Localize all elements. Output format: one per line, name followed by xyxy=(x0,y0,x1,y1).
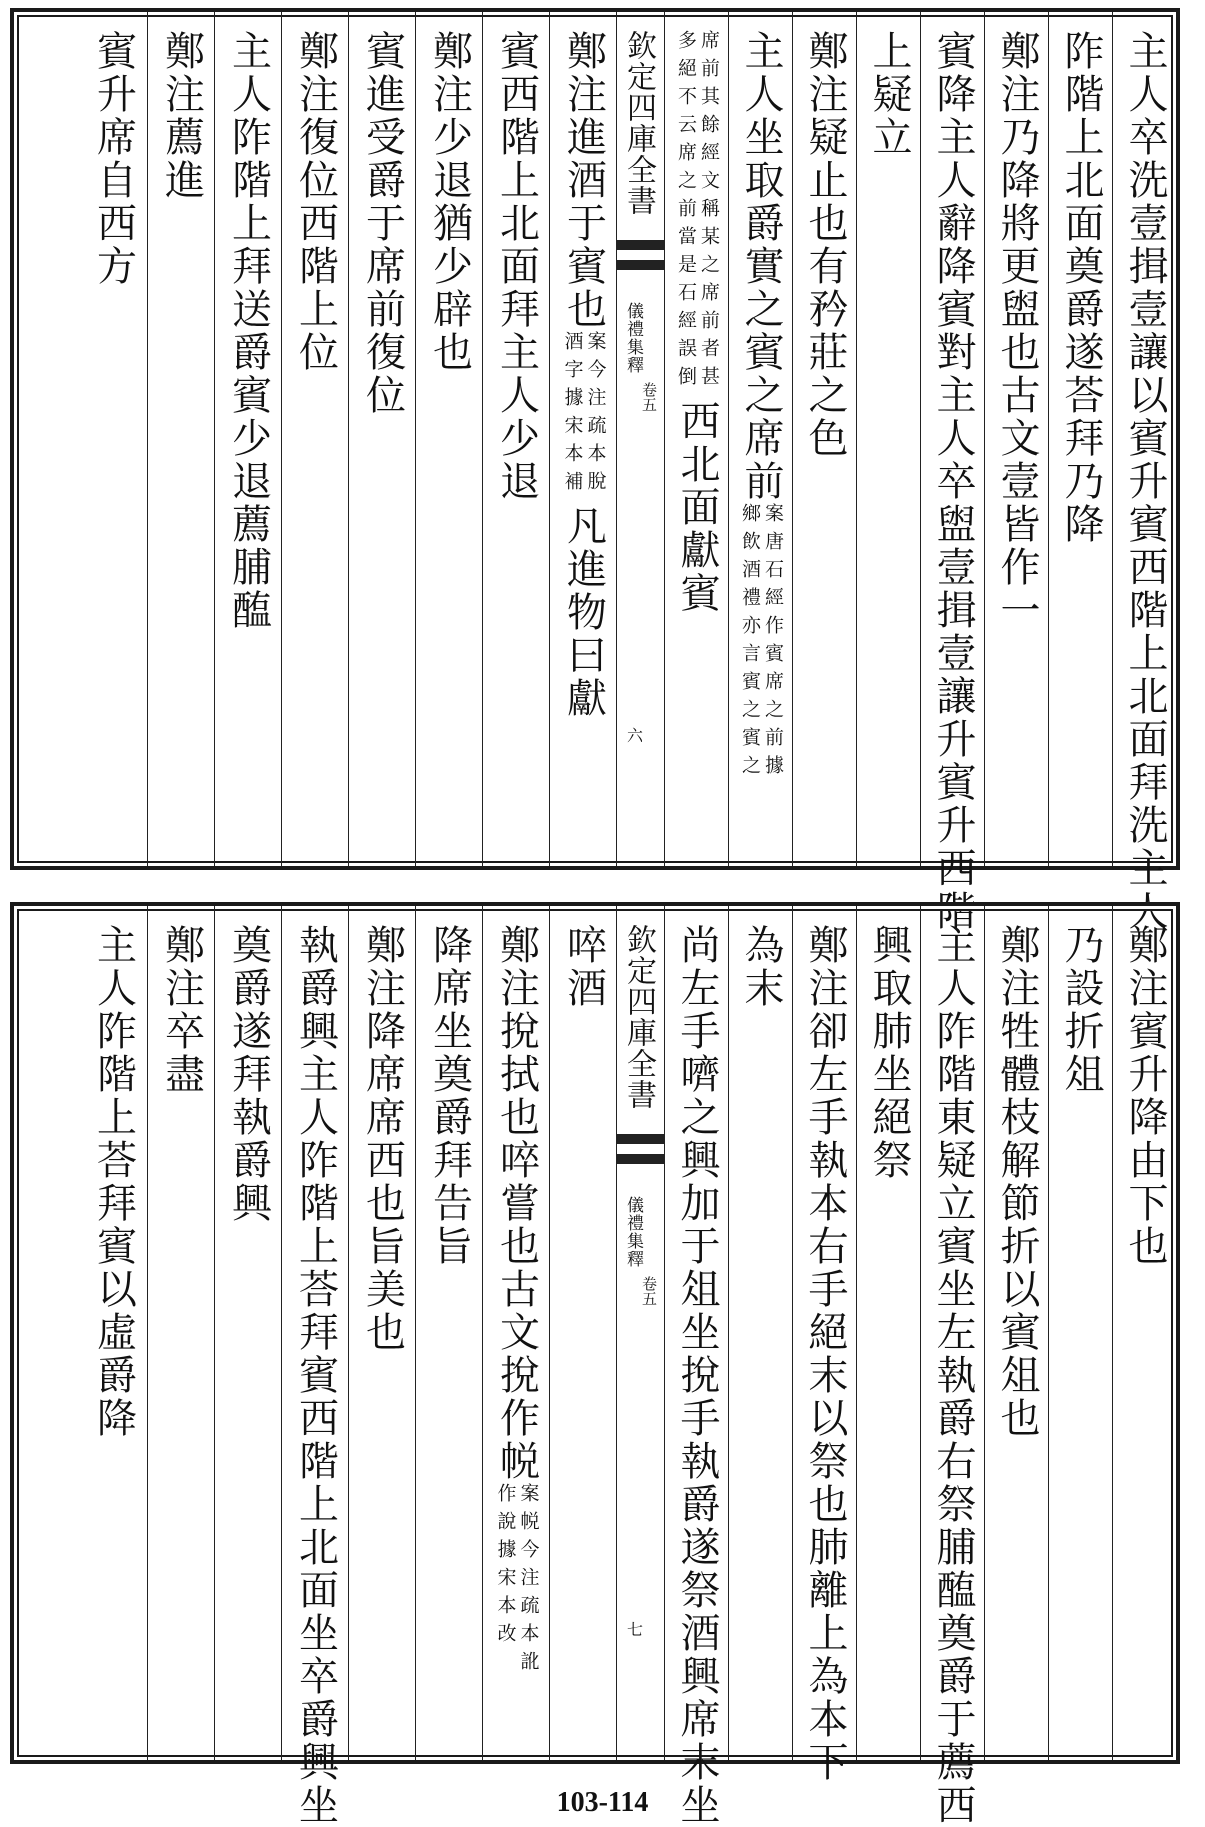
column-text: 賓升席自西方 xyxy=(90,30,137,288)
center-band xyxy=(616,906,664,1760)
column-text: 興取肺坐絕祭 xyxy=(866,924,912,1182)
text-column xyxy=(728,906,792,1760)
commentary-note xyxy=(740,503,782,783)
note-line: 鄉飲酒禮亦言賓之賓之 xyxy=(739,503,761,783)
commentary-note xyxy=(496,1483,538,1679)
upper-page-frame xyxy=(10,8,1180,933)
column-text: 主人阼階東疑立賓坐左執爵右祭脯醢奠爵于薦西 xyxy=(930,924,976,1827)
column-text: 阼階上北面奠爵遂荅拜乃降 xyxy=(1058,30,1104,546)
text-column xyxy=(549,906,616,1760)
text-column xyxy=(214,12,281,866)
column-text: 鄭注疑止也有矜莊之色 xyxy=(802,30,848,460)
note-line: 案唐石經作賓席之前據 xyxy=(762,503,784,783)
fishtail-mark xyxy=(617,1134,664,1164)
text-column xyxy=(792,12,856,866)
column-text: 鄭注進酒于賓也 xyxy=(560,30,607,331)
text-column xyxy=(482,906,549,1760)
text-column xyxy=(482,12,549,866)
column-text: 尚左手嚌之興加于俎坐挩手執爵遂祭酒興席末坐 xyxy=(674,924,720,1827)
center-band xyxy=(616,12,664,866)
column-text: 鄭注牲體枝解節折以賓俎也 xyxy=(994,924,1040,1440)
column-text: 鄭注薦進 xyxy=(158,30,205,202)
commentary-note xyxy=(563,331,605,499)
text-column xyxy=(415,906,482,1760)
column-text: 鄭注卒盡 xyxy=(158,924,205,1096)
column-text: 賓西階上北面拜主人少退 xyxy=(493,30,540,503)
text-column xyxy=(80,906,147,1760)
column-text: 鄭注挩拭也啐嘗也古文挩作帨 xyxy=(493,924,540,1483)
column-text: 主人阼階上拜送爵賓少退薦脯醢 xyxy=(225,30,272,632)
volume-number: 卷五 xyxy=(640,382,658,412)
note-line: 案帨今注疏本訛 xyxy=(517,1483,540,1679)
fishtail-mark xyxy=(617,240,664,270)
text-column xyxy=(1048,12,1112,866)
volume-number: 卷五 xyxy=(640,1276,658,1306)
upper-columns xyxy=(14,12,1176,933)
text-column xyxy=(1112,12,1176,933)
page-number: 103-114 xyxy=(556,1787,649,1818)
text-column xyxy=(664,906,728,1827)
column-text: 主人阼階上荅拜賓以虛爵降 xyxy=(90,924,137,1440)
text-column xyxy=(664,12,728,866)
text-column xyxy=(856,906,920,1760)
column-text: 鄭注降席席西也旨美也 xyxy=(359,924,406,1354)
column-text: 主人坐取爵實之賓之席前 xyxy=(738,30,784,503)
column-text: 鄭注少退猶少辟也 xyxy=(426,30,473,374)
text-column xyxy=(984,12,1048,866)
text-column xyxy=(1112,906,1176,1760)
text-column xyxy=(415,12,482,866)
folio-number: 七 xyxy=(627,1620,644,1639)
note-line: 案今注疏本脫 xyxy=(584,331,607,499)
text-column xyxy=(80,12,147,866)
column-tail-text: 西北面獻賓 xyxy=(674,400,720,615)
column-text: 奠爵遂拜執爵興 xyxy=(225,924,272,1225)
column-text: 賓進受爵于席前復位 xyxy=(359,30,406,417)
siku-title: 欽定四庫全書 xyxy=(621,924,656,1110)
upper-page xyxy=(0,8,1205,933)
column-tail-text: 凡進物曰獻 xyxy=(560,505,607,720)
siku-title: 欽定四庫全書 xyxy=(621,30,656,216)
text-column xyxy=(281,906,348,1827)
text-column xyxy=(348,12,415,866)
folio-number: 六 xyxy=(627,726,644,745)
text-column xyxy=(348,906,415,1760)
text-column xyxy=(1048,906,1112,1760)
column-text: 降席坐奠爵拜告旨 xyxy=(426,924,473,1268)
column-text: 執爵興主人阼階上荅拜賓西階上北面坐卒爵興坐 xyxy=(292,924,339,1827)
column-text: 啐酒 xyxy=(560,924,607,1010)
text-column xyxy=(728,12,792,866)
column-text: 鄭注復位西階上位 xyxy=(292,30,339,374)
column-text: 賓降主人辭降賓對主人卒盥壹揖壹讓升賓升西階 xyxy=(930,30,976,933)
column-text: 上疑立 xyxy=(866,30,912,159)
column-text: 鄭注賓升降由下也 xyxy=(1122,924,1168,1268)
note-line: 席前其餘經文稱某之席前者甚 xyxy=(698,30,720,394)
book-title: 儀禮集釋 xyxy=(623,1196,643,1268)
text-column xyxy=(281,12,348,866)
text-column xyxy=(147,906,214,1760)
note-line: 酒字據宋本補 xyxy=(561,331,584,499)
text-column xyxy=(792,906,856,1784)
text-column xyxy=(856,12,920,866)
column-text: 為末 xyxy=(738,924,784,1010)
text-column xyxy=(920,906,984,1827)
text-column xyxy=(214,906,281,1760)
column-text: 主人卒洗壹揖壹讓以賓升賓西階上北面拜洗主人 xyxy=(1122,30,1168,933)
text-column xyxy=(147,12,214,866)
column-text: 鄭注乃降將更盥也古文壹皆作一 xyxy=(994,30,1040,632)
column-text: 乃設折俎 xyxy=(1058,924,1104,1096)
note-line: 多絕不云席之前當是石經誤倒 xyxy=(675,30,697,394)
commentary-note xyxy=(676,30,718,394)
book-title: 儀禮集釋 xyxy=(623,302,643,374)
text-column xyxy=(920,12,984,933)
text-column xyxy=(549,12,616,866)
note-line: 作說據宋本改 xyxy=(494,1483,517,1651)
text-column xyxy=(984,906,1048,1760)
column-text: 鄭注卻左手執本右手絕末以祭也肺離上為本下 xyxy=(802,924,848,1784)
